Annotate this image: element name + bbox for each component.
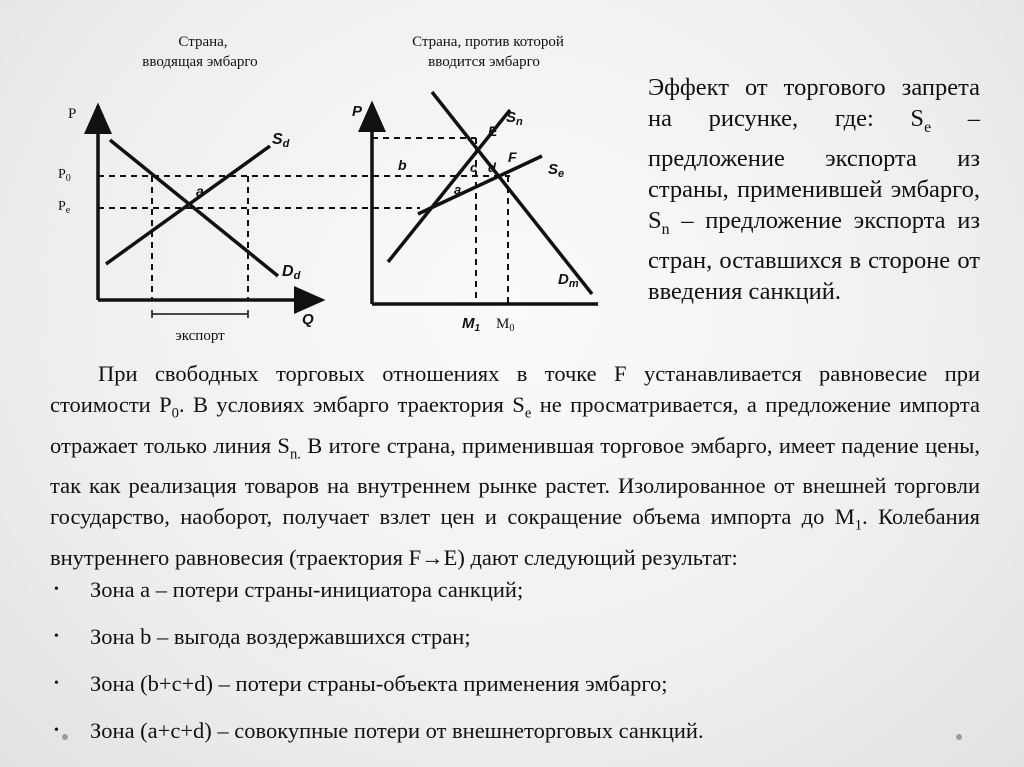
right-title-line1: Страна, против которой (412, 34, 564, 50)
zone-a-label: a (454, 182, 462, 197)
left-y-axis-label: P (68, 106, 77, 122)
left-supply-line (106, 146, 270, 264)
zone-list (52, 574, 982, 762)
list-item: • Зона (b+c+d) – потери страны-объекта применения эмбарго; (52, 668, 982, 699)
p0-label: $P_0$ (58, 167, 71, 184)
list-item: • Зона a – потери страны-инициатора санкций; (52, 574, 982, 605)
dd-label: Dd (282, 263, 301, 282)
list-item: • Зона b – выгода воздержавшихся стран; (52, 621, 982, 652)
left-title-line1: Страна, (178, 34, 228, 50)
left-x-axis-label: Q (302, 311, 314, 328)
bullet-icon: • (54, 676, 59, 691)
point-e-label: E (488, 123, 498, 139)
decor-dot-left (62, 734, 68, 740)
se-label: $S_e$ (548, 161, 565, 180)
figure-description: Эффект от торгового запрета на рисунке, где: $S_e$ – предложение экспорта из страны, применившей эмбарго, $S_n$ – предложение экспорта из стран, оставшихся в стороне от введения санкций. (648, 74, 981, 305)
sd-label: Sd (272, 131, 290, 150)
right-y-axis-label: P (352, 103, 363, 120)
left-title-line2: вводящая эмбарго (142, 54, 258, 70)
zone-d-label: d (488, 160, 496, 175)
bullet-icon: • (54, 629, 59, 644)
export-label: экспорт (175, 328, 225, 344)
dm-label: $D_m$ (558, 271, 579, 290)
sn-label: $S_n$ (506, 109, 523, 128)
left-zone-a-label: a (196, 183, 204, 199)
m0-label: $M_0$ (496, 316, 515, 334)
zone-b-label: b (398, 157, 407, 173)
decor-dot-right (956, 734, 962, 740)
bullet-icon: • (54, 723, 59, 738)
pe-label: $P_e$ (58, 199, 71, 216)
body-paragraph: При свободных торговых отношениях в точке F устанавливается равновесие при стоимости $P_0$. В условиях эмбарго траектория $S_e$ не просматривается, а предложение импорта отражает только линия $S_{n.}$ В итоге страна, применившая торговое эмбарго, имеет падение цены, так как реализация товаров на внутреннем рынке растет. Изолированное от внешней торговли государство, наоборот, получает взлет цен и сокращение объема импорта до $M_1$. Колебания внутреннего равновесия (траектория F→E) дают следующий результат: (50, 361, 980, 570)
list-item: • Зона (a+c+d) – совокупные потери от внешнеторговых санкций. (52, 715, 982, 746)
bullet-icon: • (54, 582, 59, 597)
right-title-line2: вводится эмбарго (428, 54, 540, 70)
point-f-label: F (508, 149, 517, 165)
m1-label: $M_1$ (462, 315, 481, 334)
zone-c-label: c (470, 160, 478, 175)
embargo-figure (40, 28, 610, 348)
